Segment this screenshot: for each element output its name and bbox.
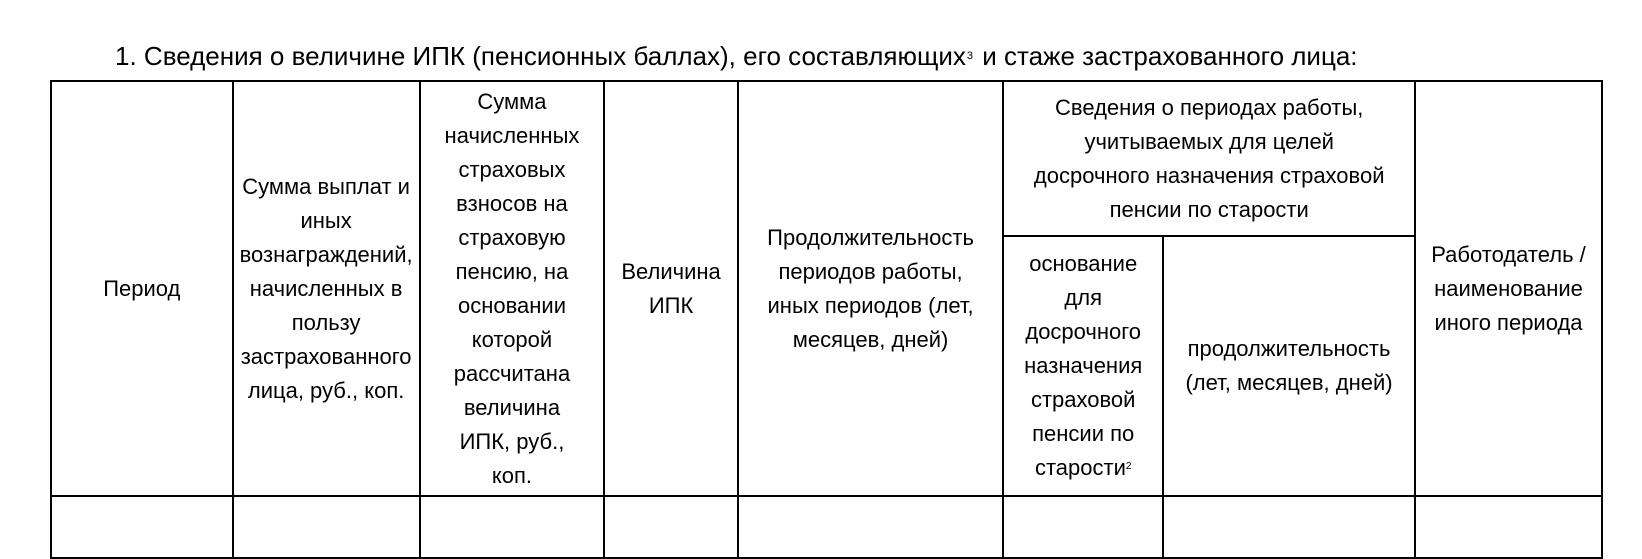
table-cell [604, 496, 737, 558]
header-period: Период [51, 81, 233, 496]
section-title: Сведения о величине ИПК (пенсионных баллах), его составляющих [143, 41, 966, 71]
section-heading [115, 40, 1358, 72]
header-early-group: Сведения о периодах работы, учитываемых для целей досрочного назначения страховой пенсии по старости [1003, 81, 1415, 236]
pension-points-table [50, 80, 1603, 559]
table-cell [1415, 496, 1602, 558]
table-cell [1163, 496, 1415, 558]
section-title-tail: и стаже застрахованного лица: [982, 41, 1358, 71]
table-cell [51, 496, 233, 558]
header-early-basis: основание для досрочного назначения страховой пенсии по старости$^2$ [1003, 236, 1163, 496]
table-cell [233, 496, 420, 558]
table-row [51, 496, 1602, 558]
footnote-mark: 3 [966, 50, 973, 62]
header-row-1 [51, 81, 1602, 236]
header-employer: Работодатель / наименование иного периода [1415, 81, 1602, 496]
section-number: 1. [115, 41, 137, 71]
header-duration: Продолжительность периодов работы, иных периодов (лет, месяцев, дней) [738, 81, 1004, 496]
table-cell [738, 496, 1004, 558]
header-contributions: Сумма начисленных страховых взносов на страховую пенсию, на основании которой рассчитана величина ИПК, руб., коп. [420, 81, 605, 496]
header-ipk: Величина ИПК [604, 81, 737, 496]
header-payments: Сумма выплат и иных вознаграждений, начисленных в пользу застрахованного лица, руб., коп. [233, 81, 420, 496]
table-cell [420, 496, 605, 558]
footnote-mark-2: 2 [1125, 461, 1132, 472]
header-early-duration: продолжительность (лет, месяцев, дней) [1163, 236, 1415, 496]
table-cell [1003, 496, 1163, 558]
